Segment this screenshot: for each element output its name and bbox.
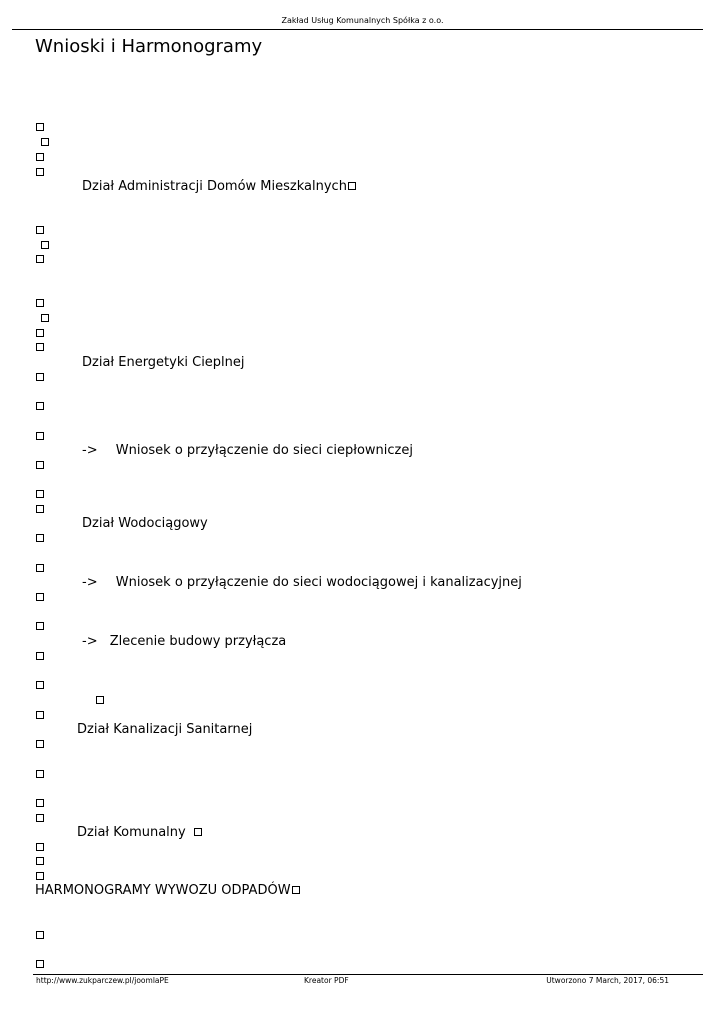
missing-glyph-box <box>36 799 44 807</box>
header-company-name: Zakład Usług Komunalnych Spółka z o.o. <box>281 16 444 25</box>
missing-glyph-box <box>194 828 202 836</box>
section-komunalny[interactable] <box>77 825 202 840</box>
section-harmonogramy[interactable] <box>35 883 300 898</box>
missing-glyph-box <box>36 843 44 851</box>
arrow-text: -> <box>82 443 98 458</box>
missing-glyph-box <box>36 931 44 939</box>
section-administracja[interactable] <box>82 179 356 194</box>
missing-glyph-box <box>36 123 44 131</box>
missing-glyph-box <box>36 593 44 601</box>
arrow-text: -> <box>82 575 98 590</box>
missing-glyph-box <box>36 153 44 161</box>
footer-created: Utworzono 7 March, 2017, 06:51 <box>546 976 669 985</box>
link-zlecenie-label[interactable]: Zlecenie budowy przyłącza <box>109 634 287 649</box>
missing-glyph-box <box>36 402 44 410</box>
section-kanalizacja[interactable]: Dział Kanalizacji Sanitarnej <box>77 722 253 737</box>
section-komunalny-label[interactable]: Dział Komunalny <box>77 825 186 840</box>
missing-glyph-box <box>36 960 44 968</box>
link-zlecenie[interactable] <box>82 634 286 649</box>
missing-glyph-box <box>36 534 44 542</box>
missing-glyph-box <box>36 681 44 689</box>
missing-glyph-box <box>36 770 44 778</box>
missing-glyph-box <box>41 241 49 249</box>
missing-glyph-box <box>36 168 44 176</box>
link-wniosek-cieplo[interactable] <box>82 443 413 458</box>
missing-glyph-box <box>36 432 44 440</box>
link-wniosek-cieplo-label[interactable]: Wniosek o przyłączenie do sieci ciepłowniczej <box>115 443 413 458</box>
missing-glyph-box <box>36 740 44 748</box>
missing-glyph-box <box>36 226 44 234</box>
header-divider <box>12 29 703 30</box>
missing-glyph-box <box>292 886 300 894</box>
section-administracja-label[interactable]: Dział Administracji Domów Mieszkalnych <box>82 179 347 194</box>
missing-glyph-box <box>36 872 44 880</box>
section-harmonogramy-label[interactable]: HARMONOGRAMY WYWOZU ODPADÓW <box>35 883 291 898</box>
section-wodociagowy[interactable]: Dział Wodociągowy <box>82 516 208 531</box>
missing-glyph-box <box>36 490 44 498</box>
footer-divider <box>33 974 703 975</box>
missing-glyph-box <box>36 652 44 660</box>
missing-glyph-box <box>36 461 44 469</box>
missing-glyph-box <box>36 564 44 572</box>
missing-glyph-box <box>41 314 49 322</box>
missing-glyph-box <box>36 329 44 337</box>
footer-generator: Kreator PDF <box>304 976 349 985</box>
missing-glyph-box <box>348 182 356 190</box>
arrow-text: -> <box>82 634 98 649</box>
link-wniosek-woda[interactable] <box>82 575 522 590</box>
missing-glyph-box <box>36 505 44 513</box>
missing-glyph-box <box>36 299 44 307</box>
missing-glyph-box <box>36 373 44 381</box>
missing-glyph-box <box>36 814 44 822</box>
missing-glyph-box <box>36 711 44 719</box>
missing-glyph-box <box>41 138 49 146</box>
missing-glyph-box <box>36 255 44 263</box>
footer-url[interactable]: http://www.zukparczew.pl/joomlaPE <box>36 976 169 985</box>
missing-glyph-box <box>36 343 44 351</box>
link-wniosek-woda-label[interactable]: Wniosek o przyłączenie do sieci wodociągowej i kanalizacyjnej <box>115 575 522 590</box>
missing-glyph-box <box>36 857 44 865</box>
page-title: Wnioski i Harmonogramy <box>35 36 263 57</box>
section-energetyka[interactable]: Dział Energetyki Cieplnej <box>82 355 245 370</box>
missing-glyph-box <box>36 622 44 630</box>
missing-glyph-box <box>96 696 104 704</box>
